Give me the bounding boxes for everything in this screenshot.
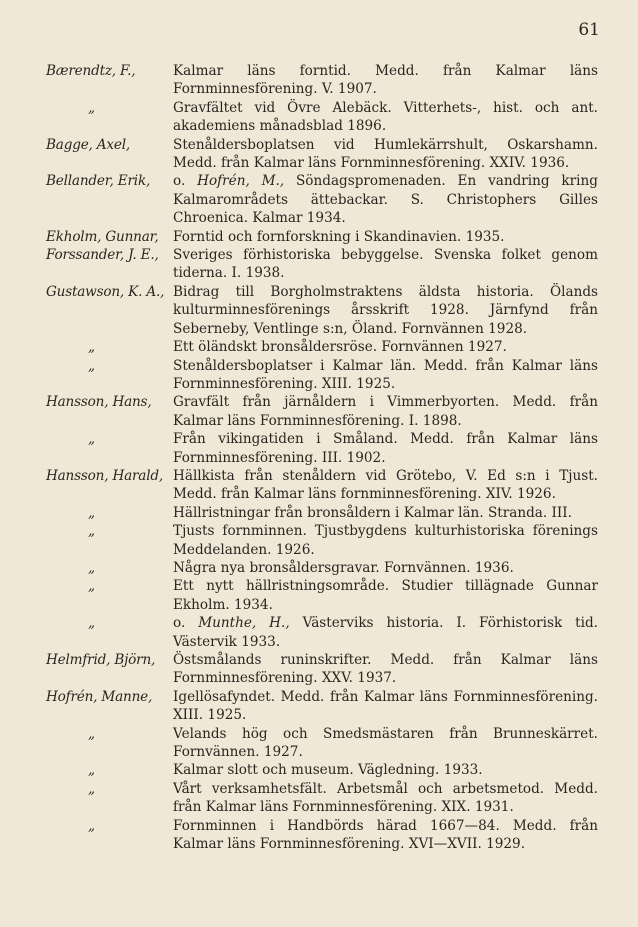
entry-text: Östsmålands runinskrifter. Medd. från Kalmar läns Fornminnesförening. XXV. 1937. (173, 652, 598, 687)
entry-text: Hällristningar från bronsåldern i Kalmar län. Stranda. III. (173, 504, 572, 521)
entry-text: Igellösafyndet. Medd. från Kalmar läns Fornminnesförening. XIII. 1925. (173, 688, 598, 724)
ditto-mark: „ (88, 817, 95, 834)
bibliography-entry (46, 522, 598, 559)
bibliography-entry (46, 559, 598, 577)
bibliography-entry (46, 357, 598, 394)
entry-text: Några nya bronsåldersgravar. Fornvännen. 1936. (173, 559, 514, 576)
entry-text: Velands hög och Smedsmästaren från Brunneskärret. Fornvännen. 1927. (173, 725, 598, 761)
entry-author: Hofrén, Manne, (46, 688, 153, 705)
bibliography-entry (46, 338, 598, 356)
ditto-mark: „ (88, 357, 95, 374)
entry-title: Västerviks historia. I. Förhistorisk tid. Västervik 1933. (173, 615, 598, 650)
entry-text: Gravfält från järnåldern i Vimmerbyorten. Medd. från Kalmar läns Fornminnesförening. I. 1898. (173, 394, 598, 429)
ditto-mark: „ (88, 559, 95, 576)
bibliography-entry (46, 99, 598, 136)
bibliography-entry (46, 467, 598, 504)
bibliography-entry (46, 62, 598, 99)
entry-text (173, 172, 598, 227)
entry-author: Bellander, Erik, (46, 173, 151, 190)
bibliography-entry (46, 228, 598, 246)
entry-title: Söndagspromenaden. En vandring kring Kalmarområdets ättebackar. S. Christophers Gilles Chroenica. Kalmar 1934. (173, 173, 598, 227)
entry-author: Gustawson, K. A., (46, 283, 165, 300)
ditto-mark: „ (88, 99, 95, 116)
entry-text: Ett nytt hällristningsområde. Studier tillägnade Gunnar Ekholm. 1934. (173, 578, 598, 613)
bibliography-entry (46, 430, 598, 467)
ditto-mark: „ (88, 725, 95, 742)
ditto-mark: „ (88, 615, 95, 632)
bibliography-entry (46, 725, 598, 762)
entry-author: Forssander, J. E., (46, 247, 159, 264)
entry-text (173, 614, 598, 651)
bibliography-entry (46, 780, 598, 817)
entry-author: Ekholm, Gunnar, (46, 228, 159, 245)
entry-text: Sveriges förhistoriska bebyggelse. Svenska folket genom tiderna. I. 1938. (173, 247, 598, 282)
entry-text: Från vikingatiden i Småland. Medd. från Kalmar läns Fornminnesförening. III. 1902. (173, 431, 598, 466)
ditto-mark: „ (88, 431, 95, 448)
bibliography-entry (46, 393, 598, 430)
entry-text: Bidrag till Borgholmstraktens äldsta historia. Ölands kulturminnesförenings årsskrift 1928. Järnfynd från Seberneby, Ventlinge s:n, Öland. Fornvännen 1928. (173, 283, 598, 337)
entry-text: Forntid och fornforskning i Skandinavien. 1935. (173, 228, 505, 245)
entry-text: Gravfältet vid Övre Alebäck. Vitterhets-, hist. och ant. akademiens månadsblad 1896. (173, 99, 598, 135)
ditto-mark: „ (88, 578, 95, 595)
entry-text: Vårt verksamhetsfält. Arbetsmål och arbetsmetod. Medd. från Kalmar läns Fornminnesförening. XIX. 1931. (173, 780, 598, 816)
entry-author: Bagge, Axel, (46, 136, 130, 153)
entry-conjunction: o. (173, 173, 198, 190)
bibliography-entry (46, 651, 598, 688)
entry-author: Hansson, Hans, (46, 394, 152, 411)
entry-author: Hansson, Harald, (46, 467, 163, 484)
ditto-mark: „ (88, 762, 95, 779)
entry-text: Kalmar läns forntid. Medd. från Kalmar läns Fornminnesförening. V. 1907. (173, 63, 598, 98)
entry-text: Kalmar slott och museum. Vägledning. 1933. (173, 762, 483, 779)
bibliography-list (46, 62, 598, 853)
bibliography-entry (46, 761, 598, 779)
ditto-mark: „ (88, 504, 95, 521)
entry-coauthor: Hofrén, M., (197, 173, 285, 190)
entry-author: Helmfrid, Björn, (46, 652, 156, 668)
bibliography-entry (46, 246, 598, 283)
entry-text: Stenåldersboplatser i Kalmar län. Medd. från Kalmar läns Fornminnesförening. XIII. 1925. (173, 357, 598, 392)
entry-text: Tjusts fornminnen. Tjustbygdens kulturhistoriska förenings Meddelanden. 1926. (173, 523, 598, 558)
bibliography-entry (46, 283, 598, 338)
entry-text: Fornminnen i Handbörds härad 1667—84. Medd. från Kalmar läns Fornminnesförening. XVI—XVII. 1929. (173, 817, 598, 853)
bibliography-entry (46, 504, 598, 522)
page-number: 61 (578, 20, 600, 40)
entry-text: Hällkista från stenåldern vid Grötebo, V. Ed s:n i Tjust. Medd. från Kalmar läns fornminnesförening. XIV. 1926. (173, 467, 598, 503)
entry-author: Bærendtz, F., (46, 63, 136, 79)
bibliography-entry (46, 172, 598, 227)
bibliography-entry (46, 817, 598, 854)
bibliography-entry (46, 136, 598, 173)
ditto-mark: „ (88, 780, 95, 797)
entry-text: Ett öländskt bronsåldersröse. Fornvännen 1927. (173, 339, 507, 356)
entry-coauthor: Munthe, H., (198, 615, 290, 632)
bibliography-entry (46, 577, 598, 614)
entry-conjunction: o. (173, 615, 199, 632)
bibliography-entry (46, 688, 598, 725)
entry-text: Stenåldersboplatsen vid Humlekärrshult, Oskarshamn. Medd. från Kalmar läns Fornminnesförening. XXIV. 1936. (173, 136, 598, 172)
ditto-mark: „ (88, 523, 95, 540)
ditto-mark: „ (88, 339, 95, 356)
bibliography-entry (46, 614, 598, 651)
